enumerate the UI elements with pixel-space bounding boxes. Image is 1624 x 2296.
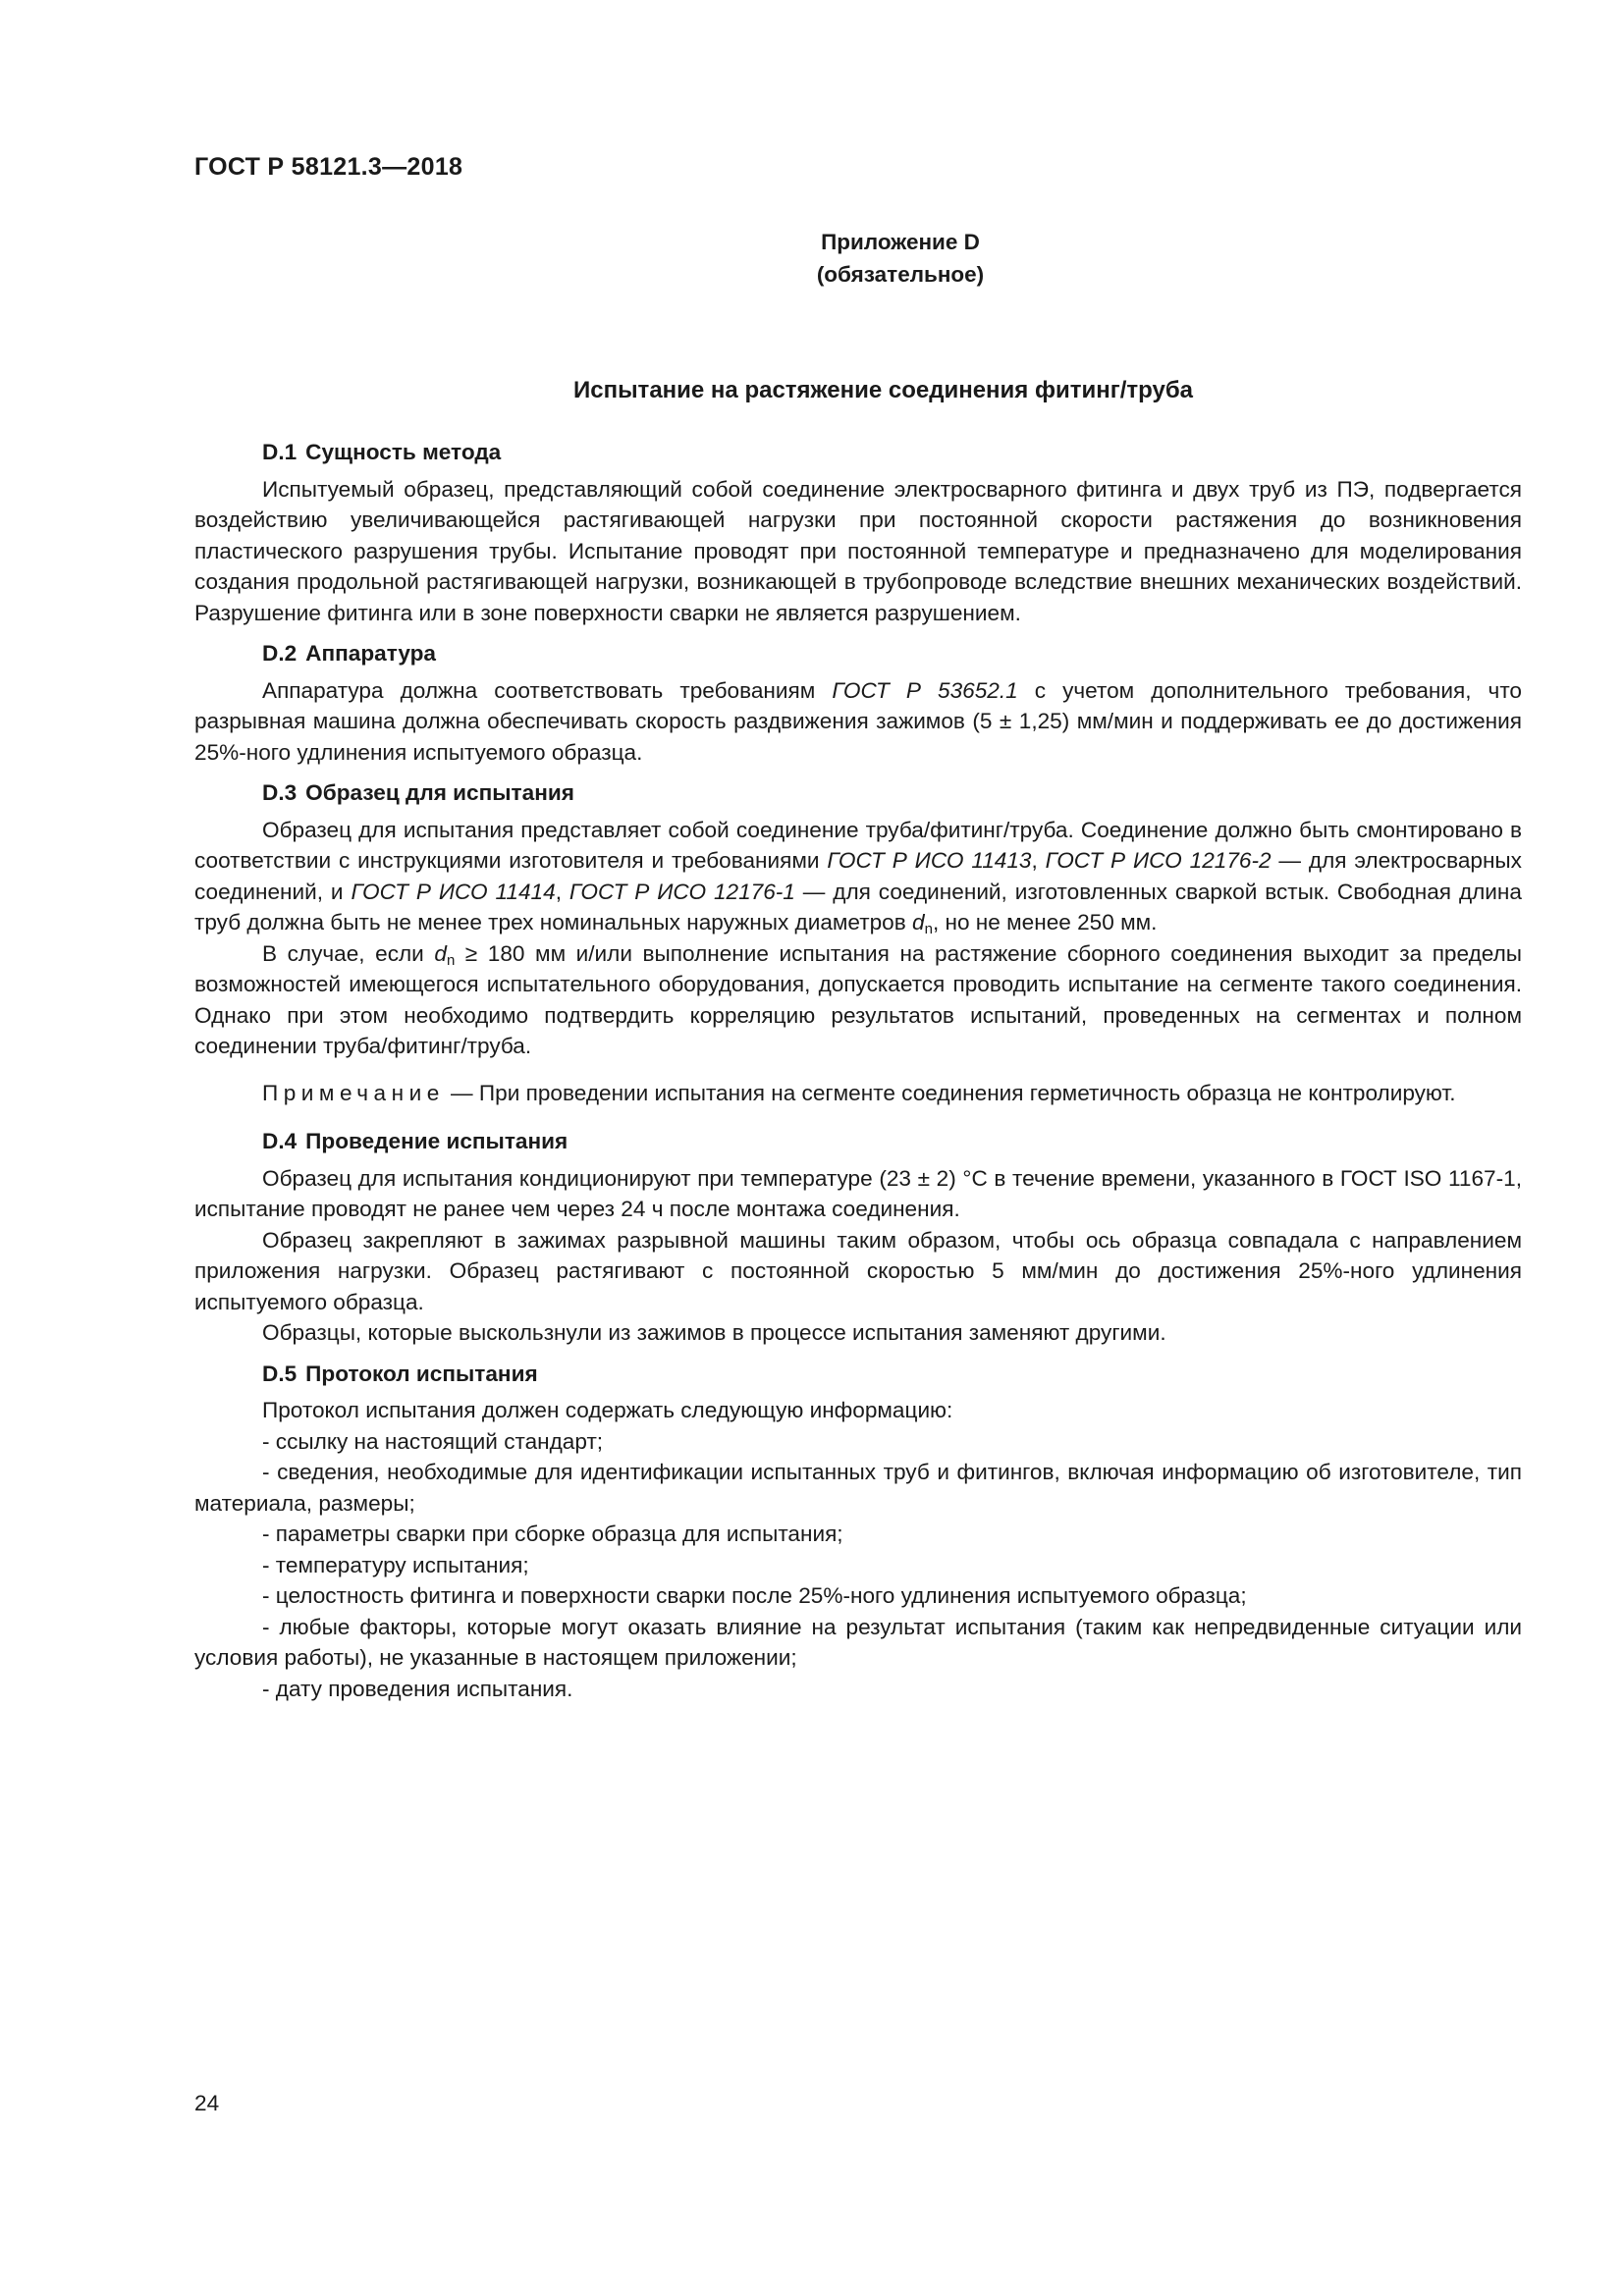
section-heading-d4 xyxy=(194,1126,1522,1157)
text-run: ≥ 180 мм и/или выполнение испытания на растяжение сборного соединения выходит за пределы возможностей имеющегося испытательного оборудования, допускается проводить испытание на сегменте такого соединения. Однако при этом необходимо подтвердить корреляцию результатов испытаний, проведенных на сегментах и полном соединении труба/фитинг/труба. xyxy=(194,940,1522,1058)
section-heading-d1 xyxy=(194,437,1522,468)
document-code: ГОСТ Р 58121.3—2018 xyxy=(194,153,463,181)
section-number: D.4 xyxy=(262,1129,298,1153)
math-symbol: d xyxy=(434,940,447,966)
paragraph xyxy=(194,938,1522,1062)
appendix-heading xyxy=(0,226,1624,291)
section-heading-d5 xyxy=(194,1359,1522,1390)
section-title: Протокол испытания xyxy=(305,1361,538,1386)
list-item: - параметры сварки при сборке образца для испытания; xyxy=(262,1522,843,1546)
section-title: Аппаратура xyxy=(305,641,436,666)
paragraph: Испытуемый образец, представляющий собой соединение электросварного фитинга и двух труб из ПЭ, подвергается воздействию увеличивающейся растягивающей нагрузки при постоянной скорости растяжения до возникновения пластического разрушения трубы. Испытание проводят при постоянной температуре и предназначено для моделирования создания продольной растягивающей нагрузки, возникающей в трубопроводе вследствие внешних механических воздействий. Разрушение фитинга или в зоне поверхности сварки не является разрушением. xyxy=(194,476,1522,625)
paragraph: Образец закрепляют в зажимах разрывной машины таким образом, чтобы ось образца совпадала с направлением приложения нагрузки. Образец растягивают с постоянной скоростью 5 мм/мин до достижения 25%-ного удлинения испытуемого образца. xyxy=(194,1227,1522,1314)
math-symbol: d xyxy=(912,910,925,934)
paragraph: Образец для испытания кондиционируют при температуре (23 ± 2) °С в течение времени, указанного в ГОСТ ISO 1167-1, испытание проводят не ранее чем через 24 ч после монтажа соединения. xyxy=(194,1165,1522,1221)
appendix-label: Приложение D xyxy=(821,230,980,254)
list-item: - сведения, необходимые для идентификации испытанных труб и фитингов, включая информацию об изготовителе, тип материала, размеры; xyxy=(194,1460,1522,1516)
list-item: - дату проведения испытания. xyxy=(262,1676,573,1701)
section-number: D.3 xyxy=(262,780,298,805)
paragraph: Протокол испытания должен содержать следующую информацию: xyxy=(262,1398,953,1422)
list-item: - целостность фитинга и поверхности сварки после 25%-ного удлинения испытуемого образца; xyxy=(262,1583,1247,1608)
note xyxy=(194,1078,1522,1109)
document-body xyxy=(194,437,1522,1704)
standard-reference: ГОСТ Р ИСО 11414 xyxy=(351,879,556,904)
list-item: - ссылку на настоящий стандарт; xyxy=(262,1428,604,1454)
text-run: , xyxy=(555,879,569,904)
standard-reference: ГОСТ Р 53652.1 xyxy=(832,677,1018,703)
standard-reference: ГОСТ Р ИСО 12176-1 xyxy=(568,879,795,904)
text-run: Образец для испытания представляет собой соединение труба/фитинг/труба. Соединение должно быть смонтировано в соответствии с инструкциями изготовителя и требованиями xyxy=(194,817,1522,873)
text-run: , xyxy=(1031,848,1046,873)
section-title: Образец для испытания xyxy=(305,780,574,805)
text-run: , но не менее 250 мм. xyxy=(932,910,1158,934)
text-run: — для электросварных соединений, и xyxy=(194,848,1522,904)
document-title-wrap xyxy=(0,377,1624,404)
section-heading-d2 xyxy=(194,638,1522,669)
standard-reference: ГОСТ Р ИСО 12176-2 xyxy=(1045,848,1272,873)
note-text: — При проведении испытания на сегменте соединения герметичность образца не контролируют. xyxy=(444,1080,1456,1105)
section-number: D.5 xyxy=(262,1361,298,1386)
section-heading-d3 xyxy=(194,777,1522,809)
section-number: D.2 xyxy=(262,641,298,666)
note-label: Примечание xyxy=(262,1080,445,1105)
appendix-status: (обязательное) xyxy=(816,262,985,287)
section-number: D.1 xyxy=(262,440,298,464)
text-run: Аппаратура должна соответствовать требованиям xyxy=(262,677,833,703)
math-subscript: n xyxy=(924,921,933,937)
list-item: - температуру испытания; xyxy=(262,1552,529,1577)
section-title: Сущность метода xyxy=(305,440,502,464)
document-title: Испытание на растяжение соединения фитинг/труба xyxy=(572,377,1194,403)
paragraph: Образцы, которые выскользнули из зажимов в процессе испытания заменяют другими. xyxy=(262,1320,1166,1345)
text-run: — для соединений, изготовленных сваркой встык. Свободная длина труб должна быть не менее трех номинальных наружных диаметров xyxy=(194,879,1522,934)
section-title: Проведение испытания xyxy=(305,1129,568,1153)
paragraph xyxy=(194,815,1522,938)
text-run: с учетом дополнительного требования, что разрывная машина должна обеспечивать скорость раздвижения зажимов (5 ± 1,25) мм/мин и поддерживать ее до достижения 25%-ного удлинения испытуемого образца. xyxy=(194,677,1522,765)
list-item: - любые факторы, которые могут оказать влияние на результат испытания (таким как непредвиденные ситуации или условия работы), не указанные в настоящем приложении; xyxy=(194,1614,1522,1670)
text-run: В случае, если xyxy=(262,940,435,966)
paragraph xyxy=(194,675,1522,769)
standard-reference: ГОСТ Р ИСО 11413 xyxy=(827,848,1032,873)
math-subscript: n xyxy=(446,951,456,969)
page-number: 24 xyxy=(194,2091,220,2115)
